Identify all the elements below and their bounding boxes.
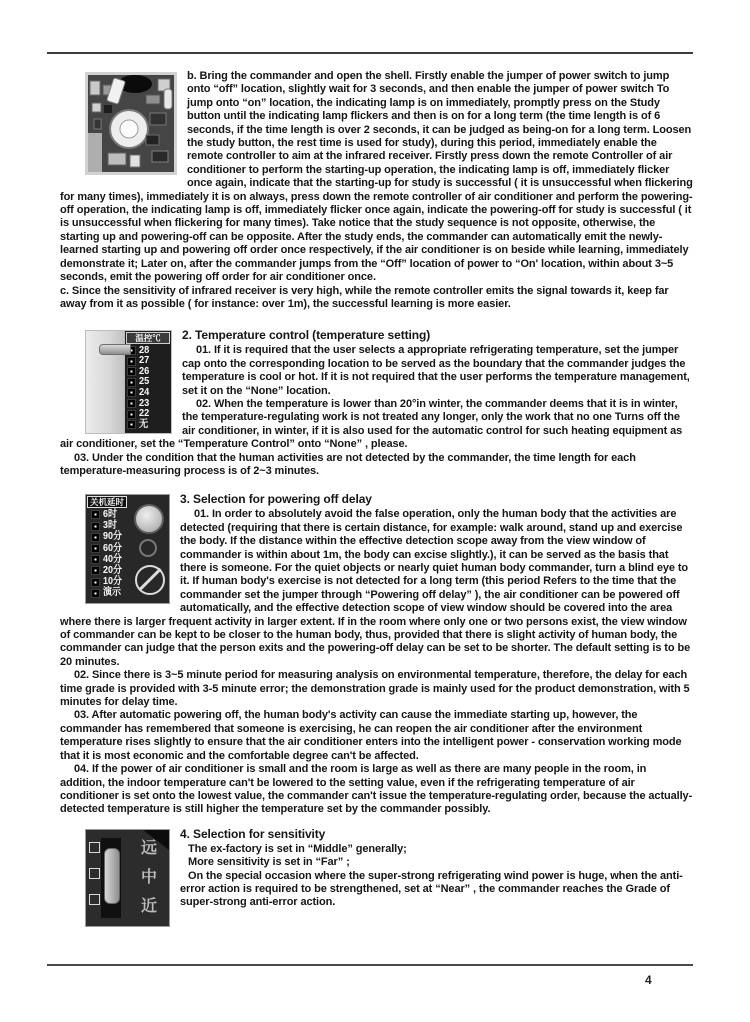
sensitivity-jumper-photo (85, 829, 170, 927)
silkscreen-mark-icon (89, 868, 100, 879)
temperature-jumper-photo (85, 330, 172, 434)
temperature-row: 27 (125, 356, 171, 367)
temperature-row: 23 (125, 398, 171, 409)
delay-row: 3时 (89, 521, 124, 532)
temperature-jumper-strip (125, 331, 171, 433)
temperature-row: 无 (125, 419, 171, 430)
section-2-heading: 2. Temperature control (temperature setting) (182, 328, 431, 343)
delay-row: 10分 (89, 577, 124, 588)
jumper-pin-icon (127, 378, 136, 387)
jumper-cap-icon (104, 848, 120, 904)
delay-strip-header: 关机延时 (87, 496, 127, 508)
jumper-pin-icon (91, 578, 100, 587)
jumper-pin-icon (91, 555, 100, 564)
page-content (60, 70, 694, 930)
jumper-pin-icon (91, 589, 100, 598)
delay-row: 40分 (89, 554, 124, 565)
sensitivity-paragraph: On the special occasion where the super-strong refrigerating wind power is huge, when the anti- error action is required to be strengthened, set at “Near” , the commander reaches the Grade of super-strong anti-error action. (180, 869, 683, 909)
paragraph-2-01: 01. If it is required that the user selects a appropriate refrigerating temperature, set the jumper cap onto the corresponding location to be served as the boundary that the commander judges the temperature is cool or hot. If it is not required that the user performs the temperature management, set it on the “None” location. (182, 344, 690, 397)
paragraph-2-02: 02. When the temperature is lower than 20°in winter, the commander deems that it is in winter, the temperature-regulating work is not treated any longer, only the work that no one Turns off the air conditioner, in winter, if it is also used for the automatic control for such heating equipment as air conditioner, set the “Temperature Control” onto “None” , please. (60, 397, 683, 451)
delay-row: 90分 (89, 532, 124, 543)
temperature-row: 25 (125, 377, 171, 388)
jumper-pin-icon (127, 357, 136, 366)
jumper-pin-icon (127, 410, 136, 419)
paragraph-2-03: 03. Under the condition that the human activities are not detected by the commander, the time length for each temperature-measuring process is of 2~3 minutes. (60, 451, 636, 477)
label-far: 远 (140, 839, 157, 857)
paragraph-3-04: 04. If the power of air conditioner is small and the room is large as well as there are many people in the room, in addition, the indoor temperature can't be lowered to the setting value, even if the refrigerating temperature of air conditioner is set onto the lowest value, the commander can't issue the temperature-regulating order, because the actually-detected temperature is still higher the temperature set by the commander possibly. (60, 763, 693, 816)
page-number: 4 (645, 973, 652, 987)
jumper-pin-icon (127, 420, 136, 429)
jumper-pin-icon (91, 522, 100, 531)
paragraph-3-03: 03. After automatic powering off, the human body's activity can cause the immediate starting up, however, the commander has remembered that someone is exercising, he can reopen the air conditioner after the environment temperature rises slightly to ensure that the air conditioner enters into the intelligent power - conservation working mode that it is most economic and the comfortable degree can't be affected. (60, 709, 682, 762)
temperature-row: 26 (125, 367, 171, 378)
sensitivity-line-2: More sensitivity is set in “Far” ; (188, 856, 350, 869)
temperature-row: 28 (125, 345, 171, 356)
small-ring-icon (139, 539, 157, 557)
delay-jumper-photo (85, 494, 170, 604)
temperature-row: 22 (125, 409, 171, 420)
paragraph-b: b. Bring the commander and open the shell. Firstly enable the jumper of power switch to jump onto “off” location, slightly wait for 3 seconds, and then enable the jumper of power switch To jump onto “on” location, the indicating lamp is on immediately, promptly press on the Study button until the indicating lamp flickers and then is on for a long term (the time length is of 6 seconds, if the time length is over 2 seconds, it can be judged as being-on for a long term. Loosen the study button, the rest time is used for study), during this period, immediately enable the remote controller to aim at the infrared receiver. Firstly press down the remote Controller of air conditioner to perform the starting-up operation, the indicating lamp is off, immediately flicker once again, indicate that the starting-up for study is successful ( it is unsuccessful when flickering for many times), immediately it is on always, press down the remote controller of air conditioner and perform the powering-off operation, the indicating lamp is off, immediately flicker once again, indicate the powering-off for study is successful ( it is unsuccessful when flickering for many times). Take notice that the study sequence is not opposite, otherwise, the starting up and powering-off can be opposite. After the study ends, the commander can automatically emit the newly-learned starting up and powering off order once respectively, if the air conditioner is on beside while learning, immediately demonstrate it; Later on, after the commander jumps from the “Off” location of power to “On' location, within about 3~5 seconds, emit the powering off order for air conditioner once. (60, 70, 693, 284)
bottom-rule (47, 964, 693, 966)
delay-jumper-rows (89, 509, 124, 599)
jumper-pin-icon (91, 510, 100, 519)
circuit-board-photo (85, 72, 177, 175)
jumper-cap-icon (99, 344, 131, 355)
delay-row: 演示 (89, 588, 124, 599)
paragraph-3-01: 01. In order to absolutely avoid the false operation, only the human body that the activities are detected (requiring that there is certain distance, for example: walk around, stand up and exercise the body. If the distance within the effective detection scope away from the view window of commander is within about 1m, the body can excise slightly.), it can be served as the basis that there is someone. For the quiet objects or nearly quiet human body commander, turn a blind eye to it. If human body's exercise is not detected for a long term (this period Refers to the time that the commander set the jumper through “Powering off delay” ), the air conditioner can be powered off automatically, and the effective detection scope of view window should be covered into the area where there is larger frequent activity in larger extent. If in the room where only one or two persons exist, the view window of commander can be kept to be closer to the human body, thus, provided that there is slight activity of human body, the commander can judge that the person exits and the powering-off delay can be set to be shorter. The default setting is to be 20 minutes. (60, 508, 691, 668)
temperature-strip-header: 温控℃ (126, 332, 170, 344)
label-near: 近 (140, 897, 157, 915)
sensitivity-labels (138, 834, 160, 921)
section-powering-off-delay (60, 492, 694, 816)
silkscreen-mark-icon (89, 894, 100, 905)
jumper-pin-icon (91, 533, 100, 542)
section-study (60, 70, 694, 311)
sensor-dome-icon (134, 504, 164, 534)
temperature-row: 24 (125, 388, 171, 399)
section-3-heading: 3. Selection for powering off delay (180, 492, 372, 507)
sensitivity-line-1: The ex-factory is set in “Middle” generally; (188, 842, 407, 855)
jumper-pin-icon (91, 566, 100, 575)
delay-row: 6时 (89, 509, 124, 520)
delay-row: 20分 (89, 565, 124, 576)
jumper-pin-icon (127, 367, 136, 376)
jumper-pin-icon (127, 399, 136, 408)
paragraph-c: c. Since the sensitivity of infrared receiver is very high, while the remote controller emits the signal towards it, keep far away from it as possible ( for instance: over 1m), the successful learning is more easier. (60, 284, 669, 310)
jumper-pin-icon (127, 388, 136, 397)
section-4-heading: 4. Selection for sensitivity (180, 826, 326, 841)
section-sensitivity (60, 827, 694, 930)
label-middle: 中 (140, 868, 157, 886)
paragraph-3-02: 02. Since there is 3~5 minute period for measuring analysis on environmental temperature, therefore, the delay for each time grade is provided with 3-5 minute error; the demonstration grade is mainly used for the product demonstration, with 5 minutes for delay time. (60, 669, 690, 709)
delay-row: 60分 (89, 543, 124, 554)
section-temperature-control (60, 328, 694, 478)
crossed-circle-icon (135, 565, 165, 595)
top-rule (47, 52, 693, 54)
circuit-board-illustration (88, 75, 174, 172)
jumper-pin-icon (91, 544, 100, 553)
silkscreen-mark-icon (89, 842, 100, 853)
